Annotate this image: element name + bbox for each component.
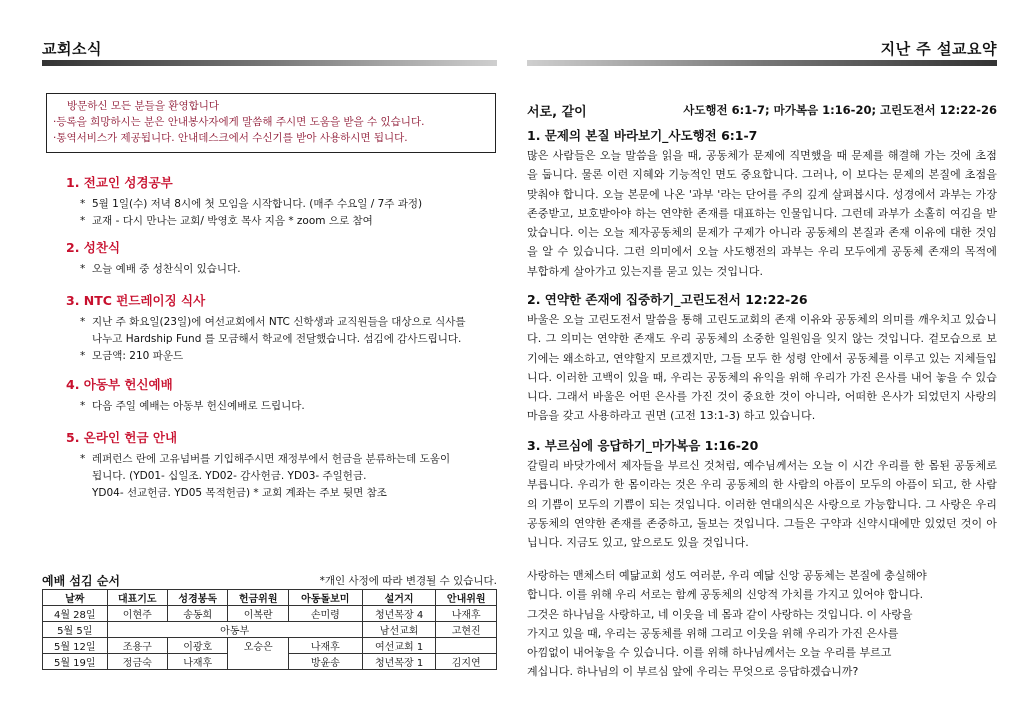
bullet-icon: * bbox=[80, 453, 86, 465]
table-cell bbox=[436, 638, 497, 654]
announcement-line: * 지난 주 화요일(23일)에 여선교회에서 NTC 신학생과 교직원들을 대상으로 식사를 bbox=[78, 314, 496, 331]
table-header: 헌금위원 bbox=[228, 590, 288, 606]
table-cell: 5월 5일 bbox=[43, 622, 108, 638]
table-cell: 이현주 bbox=[107, 606, 167, 622]
table-header: 대표기도 bbox=[107, 590, 167, 606]
bullet-icon: * bbox=[80, 350, 86, 362]
sermon-closing bbox=[527, 566, 997, 682]
sermon-section-1 bbox=[527, 126, 997, 281]
table-cell: 아동부 bbox=[107, 622, 362, 638]
sermon-title: 서로, 같이 bbox=[527, 105, 587, 120]
announcement-line-cont: 나누고 Hardship Fund 를 모금해서 학교에 전달했습니다. 섬김에 감사드립니다. bbox=[92, 333, 462, 345]
announcement-title: 1. 전교인 성경공부 bbox=[66, 175, 173, 190]
closing-line: 아낌없이 내어놓을 수 있습니다. 이를 위해 하나님께서는 오늘 우리를 부르고 bbox=[527, 646, 892, 660]
table-cell: 5월 12일 bbox=[43, 638, 108, 654]
announcement-line: * 오늘 예배 중 성찬식이 있습니다. bbox=[78, 261, 496, 278]
table-cell: 조용구 bbox=[107, 638, 167, 654]
table-header: 아동돌보미 bbox=[288, 590, 362, 606]
announcement-title: 2. 성찬식 bbox=[66, 240, 121, 255]
table-cell: 남선교회 bbox=[362, 622, 436, 638]
table-cell: 나재후 bbox=[436, 606, 497, 622]
table-row bbox=[43, 622, 497, 638]
table-row bbox=[43, 606, 497, 622]
left-page bbox=[42, 0, 497, 723]
bullet-icon: * bbox=[80, 198, 86, 210]
schedule-title: 예배 섬김 순서 bbox=[42, 574, 120, 588]
closing-line: 합니다. 이를 위해 우리 서로는 함께 공동체의 신앙적 가치를 가지고 있어야 합니다. bbox=[527, 588, 924, 602]
right-header: 지난 주 설교요약 bbox=[880, 40, 997, 58]
table-cell: 김지연 bbox=[436, 654, 497, 670]
table-cell: 방윤송 bbox=[288, 654, 362, 670]
schedule-table bbox=[42, 589, 497, 670]
announcement-bible-study bbox=[66, 173, 496, 230]
table-cell: 송동희 bbox=[168, 606, 228, 622]
table-header: 안내위원 bbox=[436, 590, 497, 606]
left-header-rule bbox=[42, 60, 497, 66]
table-row bbox=[43, 638, 497, 654]
left-header: 교회소식 bbox=[42, 40, 102, 58]
table-cell: 나재후 bbox=[288, 638, 362, 654]
table-cell: 오승은 bbox=[228, 638, 288, 670]
table-header: 날짜 bbox=[43, 590, 108, 606]
table-cell: 5월 19일 bbox=[43, 654, 108, 670]
announcement-ntc-fundraising bbox=[66, 291, 496, 365]
table-cell: 손미령 bbox=[288, 606, 362, 622]
announcement-line-cont: YD04- 선교헌금. YD05 목적헌금) * 교회 계좌는 주보 뒷면 참조 bbox=[92, 487, 387, 499]
schedule-note: *개인 사정에 따라 변경될 수 있습니다. bbox=[319, 575, 497, 587]
right-header-rule bbox=[527, 60, 997, 66]
announcement-communion bbox=[66, 238, 496, 278]
bullet-icon: * bbox=[80, 400, 86, 412]
welcome-box bbox=[46, 93, 496, 153]
table-cell: 4월 28일 bbox=[43, 606, 108, 622]
table-cell: 청년목장 1 bbox=[362, 654, 436, 670]
welcome-title: 방문하신 모든 분들을 환영합니다 bbox=[67, 100, 220, 112]
bullet-icon: * bbox=[80, 215, 86, 227]
announcement-title: 3. NTC 펀드레이징 식사 bbox=[66, 293, 206, 308]
announcement-line: * 5월 1일(수) 저녁 8시에 첫 모임을 시작합니다. (매주 수요일 / 7주 과정) bbox=[78, 196, 496, 213]
announcement-line: * 다음 주일 예배는 아동부 헌신예배로 드립니다. bbox=[78, 398, 496, 415]
closing-line: 계십니다. 하나님의 이 부르심 앞에 우리는 무엇으로 응답하겠습니까? bbox=[527, 665, 859, 679]
section-title: 1. 문제의 본질 바라보기_사도행전 6:1-7 bbox=[527, 128, 758, 143]
section-body: 바울은 오늘 고린도전서 말씀을 통해 고린도교회의 존재 이유와 공동체의 의미를 깨우치고 있습니다. 그 의미는 연약한 존재도 우리 공동체의 소중한 일원임을 잊지 않는 것입니다. 겉모습으로 보기에는 왜소하고, 연약할지 모르겠지만, 그들 모두 한 성령 안에서 공동체를 이루고 있는 지체들입니다. 이러한 고백이 있을 때, 우리는 공동체의 유익을 위해 우리가 가진 은사를 내어 놓을 수 있습니다. 그래서 바울은 어떤 은사를 가진 것이 중요한 것이 아니라, 어떠한 은사가 되었던지 사랑의 마음을 갖고 사용하라고 권면 (고전 13:1-3) 하고 있습니다. bbox=[527, 313, 997, 423]
section-title: 2. 연약한 존재에 집중하기_고린도전서 12:22-26 bbox=[527, 292, 808, 307]
table-cell: 고현진 bbox=[436, 622, 497, 638]
section-title: 3. 부르심에 응답하기_마가복음 1:16-20 bbox=[527, 438, 759, 453]
welcome-line: ·통역서비스가 제공됩니다. 안내데스크에서 수신기를 받아 사용하시면 됩니다. bbox=[53, 132, 408, 144]
table-cell: 청년목장 4 bbox=[362, 606, 436, 622]
table-cell: 나재후 bbox=[168, 654, 228, 670]
welcome-line: ·등록을 희망하시는 분은 안내봉사자에게 말씀해 주시면 도움을 받을 수 있습니다. bbox=[53, 116, 425, 128]
table-header: 성경봉독 bbox=[168, 590, 228, 606]
announcement-children-service bbox=[66, 375, 496, 415]
table-cell: 여선교회 1 bbox=[362, 638, 436, 654]
bullet-icon: * bbox=[80, 263, 86, 275]
announcement-title: 4. 아동부 헌신예배 bbox=[66, 377, 173, 392]
bullet-icon: * bbox=[80, 316, 86, 328]
sermon-scripture: 사도행전 6:1-7; 마가복음 1:16-20; 고린도전서 12:22-26 bbox=[683, 103, 997, 117]
right-page bbox=[527, 0, 997, 723]
sermon-section-3 bbox=[527, 436, 997, 552]
announcement-line-cont: 됩니다. (YD01- 십일조. YD02- 감사헌금. YD03- 주일헌금. bbox=[92, 470, 367, 482]
announcement-line: * 교재 - 다시 만나는 교회/ 박영호 목사 지음 * zoom 으로 참여 bbox=[78, 213, 496, 230]
table-header-row bbox=[43, 590, 497, 606]
announcement-line: * 모금액: 210 파운드 bbox=[78, 348, 496, 365]
sermon-section-2 bbox=[527, 290, 997, 426]
table-cell: 정금숙 bbox=[107, 654, 167, 670]
table-cell: 이복란 bbox=[228, 606, 288, 622]
closing-line: 그것은 하나님을 사랑하고, 네 이웃을 네 몸과 같이 사랑하는 것입니다. 이 사랑을 bbox=[527, 607, 913, 621]
announcement-title: 5. 온라인 헌금 안내 bbox=[66, 430, 178, 445]
announcement-online-offering bbox=[66, 428, 496, 502]
table-cell: 이광호 bbox=[168, 638, 228, 654]
closing-line: 사랑하는 맨체스터 예닮교회 성도 여러분, 우리 예닮 신앙 공동체는 본질에 충실해야 bbox=[527, 569, 927, 582]
section-body: 많은 사람들은 오늘 말씀을 읽을 때, 공동체가 문제에 직면했을 때 문제를 해결해 가는 것에 초점을 둡니다. 물론 이런 지혜와 기능적인 면도 중요합니다. 그러나, 이 보다는 문제의 본질에 초점을 맞춰야 합니다. 오늘 본문에 나온 '과부 '라는 단어를 주의 깊게 살펴봅시다. 성경에서 과부는 가장 존중받고, 보호받아야 하는 연약한 존재를 대표하는 인물입니다. 그런데 과부가 소홀히 여김을 받았습니다. 이는 오늘 제자공동체의 문제가 구제가 아니라 공동체의 본질과 존재 이유에 대한 것임을 알 수 있습니다. 그런 의미에서 오늘 사도행전의 과부는 우리 모두에게 공동체 존재의 목적에 부합하게 살아가고 있는지를 묻고 있는 것입니다. bbox=[527, 149, 997, 278]
announcement-line: * 레퍼런스 란에 고유넘버를 기입해주시면 재정부에서 헌금을 분류하는데 도움이 bbox=[78, 451, 496, 468]
section-body: 갈릴리 바닷가에서 제자들을 부르신 것처럼, 예수님께서는 오늘 이 시간 우리를 한 몸된 공동체로 부릅니다. 우리가 한 몸이라는 것은 우리 공동체의 한 사람의 아픔이 모두의 아픔이 되고, 한 사람의 기쁨이 모두의 기쁨이 되는 것입니다. 이러한 연대의식은 사랑으로 가능합니다. 그 사랑은 우리 공동체의 연약한 존재를 존중하고, 돌보는 것입니다. 그들은 구약과 신약시대에만 있었던 것이 아닙니다. 지금도 있고, 앞으로도 있을 것입니다. bbox=[527, 459, 997, 550]
table-header: 설거지 bbox=[362, 590, 436, 606]
closing-line: 가지고 있을 때, 우리는 공동체를 위해 그리고 이웃을 위해 우리가 가진 은사를 bbox=[527, 626, 899, 640]
